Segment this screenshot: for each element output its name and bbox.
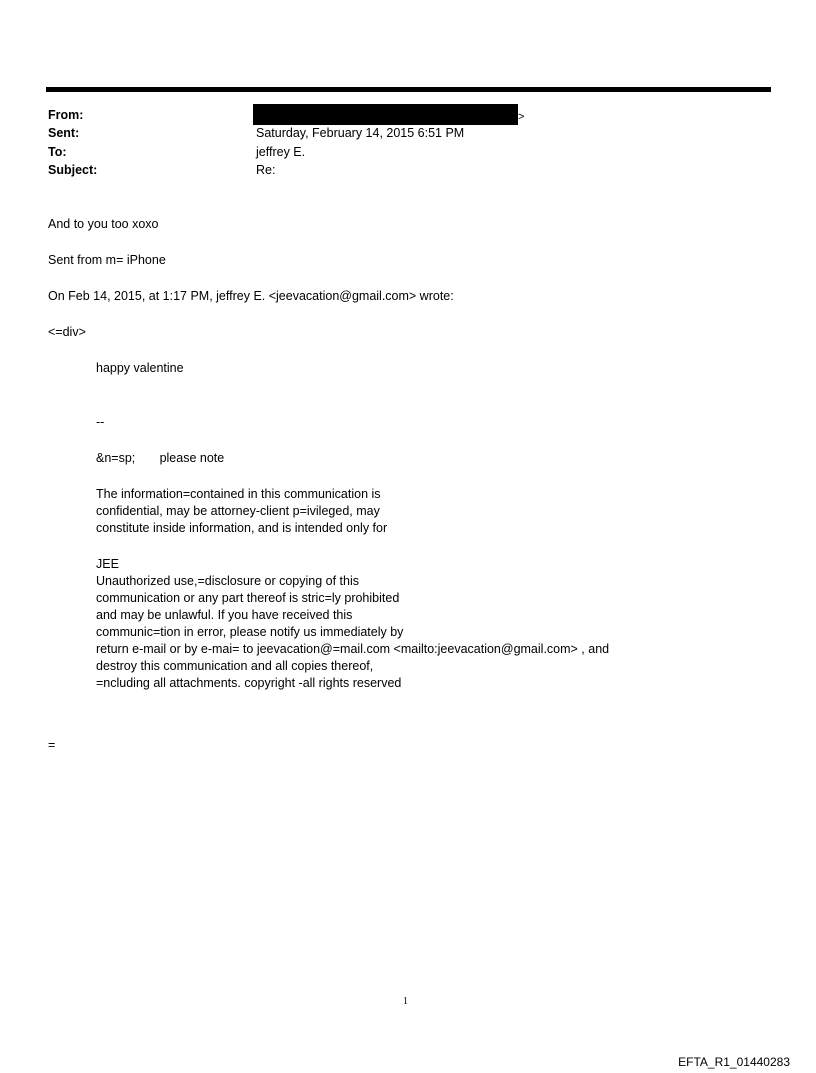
document-id: EFTA_R1_01440283	[678, 1055, 790, 1069]
sent-value: Saturday, February 14, 2015 6:51 PM	[256, 126, 465, 140]
from-label: From:	[48, 108, 84, 122]
warning-line-1: Unauthorized use,=disclosure or copying of this	[96, 574, 359, 588]
separator-text: --	[96, 415, 105, 429]
subject-value: Re:	[256, 163, 276, 177]
signature-text: Sent from m= iPhone	[48, 253, 166, 267]
greeting-text: happy valentine	[96, 361, 184, 375]
to-label: To:	[48, 145, 67, 159]
trailing-text: =	[48, 738, 56, 752]
header-rule	[46, 87, 771, 92]
note-text: &n=sp; please note	[96, 451, 225, 465]
notice-line-3: constitute inside information, and is intended only for	[96, 521, 388, 535]
quote-intro: On Feb 14, 2015, at 1:17 PM, jeffrey E. <jeevacation@gmail.com> wrote:	[48, 289, 454, 303]
warning-line-6: destroy this communication and all copies thereof,	[96, 659, 374, 673]
warning-line-4: communic=tion in error, please notify us immediately by	[96, 625, 404, 639]
div-tag-text: <=div>	[48, 325, 86, 339]
warning-line-5: return e-mail or by e-mai= to jeevacation@=mail.com <mailto:jeevacation@gmail.com> , and	[96, 642, 610, 656]
sent-label: Sent:	[48, 126, 80, 140]
notice-line-1: The information=contained in this communication is	[96, 487, 381, 501]
subject-label: Subject:	[48, 163, 98, 177]
page-number: 1	[403, 996, 408, 1007]
jee-text: JEE	[96, 557, 119, 571]
notice-line-2: confidential, may be attorney-client p=ivileged, may	[96, 504, 380, 518]
warning-line-2: communication or any part thereof is stric=ly prohibited	[96, 591, 400, 605]
warning-line-3: and may be unlawful. If you have received this	[96, 608, 353, 622]
from-redaction-tail: >	[518, 111, 525, 123]
warning-line-7: =ncluding all attachments. copyright -all rights reserved	[96, 676, 402, 690]
redaction-block	[253, 104, 518, 125]
to-value: jeffrey E.	[256, 145, 306, 159]
reply-text: And to you too xoxo	[48, 217, 159, 231]
